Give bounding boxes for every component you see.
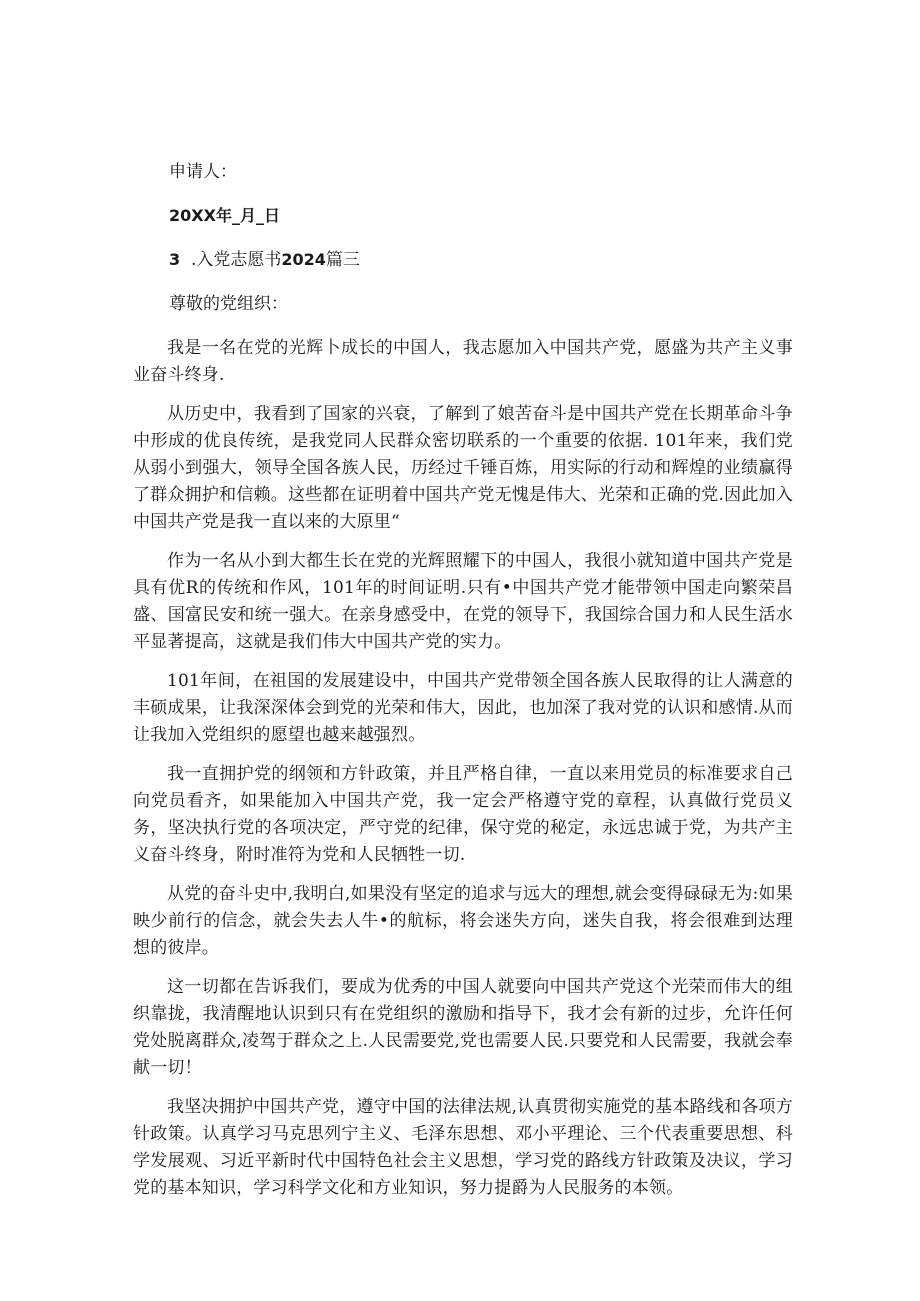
heading-title: .入党志愿书 [190,250,282,270]
salutation: 尊敬的党组织： [169,294,288,314]
applicant-label: 申请人： [169,162,237,182]
paragraph: 这一切都在告诉我们，要成为优秀的中国人就要向中国共产党这个光荣而伟大的组织靠拢，我清醒地认识到只有在党组织的激励和指导下，我才会有新的过步，允许任何党处脱离群众,凌驾于群众之上.人民需要党,党也需要人民.只要党和人民需要，我就会奉献一切！ [133,977,793,1078]
heading-year: 2024 [281,250,326,269]
heading-number: 3 [169,250,181,269]
paragraph: 我一直拥护党的纲领和方针政策，并且严格自律，一直以来用党员的标准要求自己向党员看齐，如果能加入中国共产党，我一定会严格遵守党的章程，认真做行党员义务，坚决执行党的各项决定，严守党的纪律，保守党的秘定，永远忠诚于党，为共产主义奋斗终身，附时准符为党和人民牺牲一切. [133,764,793,865]
paragraph: 我坚决拥护中国共产党，遵守中国的法律法规,认真贯彻实施党的基本路线和各项方针政策。认真学习马克思列宁主义、毛泽东思想、邓小平理论、三个代表重要思想、科学发展观、习近平新时代中国特色社会主义思想，学习党的路线方针政策及决议，学习党的基本知识，学习科学文化和方业知识，努力提爵为人民服务的本领。 [133,1097,793,1198]
paragraph: 101年间，在祖国的发展建设中，中国共产党带领全国各族人民取得的让人满意的丰硕成果，让我深深体会到党的光荣和伟大，因此，也加深了我对党的认识和感情.从而让我加入党组织的愿望也越来越强烈。 [133,671,793,745]
paragraph: 从历史中，我看到了国家的兴衰，了解到了娘苦奋斗是中国共产党在长期革命斗争中形成的优良传统，是我党同人民群众密切联系的一个重要的依据. 101年来，我们党从弱小到强大，领导全国各族人民，历经过千锤百炼，用实际的行动和辉煌的业绩赢得了群众拥护和信赖。这些都在证明着中国共产党无愧是伟大、光荣和正确的党.因此加入中国共产党是我一直以来的大原里“ [133,404,793,532]
section-heading [133,243,793,277]
paragraph: 从党的奋斗史中,我明白,如果没有坚定的追求与远大的理想,就会变得碌碌无为:如果映少前行的信念，就会失去人牛•的航标，将会迷失方向，迷失自我，将会很难到达理想的彼岸。 [133,884,793,958]
document-page [133,155,793,1214]
heading-suffix: 篇三 [325,250,360,270]
date-line: 20XX年_月_日 [169,206,280,225]
paragraph: 我是一名在党的光辉卜成长的中国人，我志愿加入中国共产党，愿盛为共产主义事业奋斗终身. [133,338,793,385]
paragraph: 作为一名从小到大都生长在党的光辉照耀下的中国人，我很小就知道中国共产党是具有优R的传统和作风，101年的时间证明.只有•中国共产党才能带领中国走向繁荣昌盛、国富民安和统一强大。在亲身感受中，在党的领导下，我国综合国力和人民生活水平显著提高，这就是我们伟大中国共产党的实力。 [133,551,793,652]
